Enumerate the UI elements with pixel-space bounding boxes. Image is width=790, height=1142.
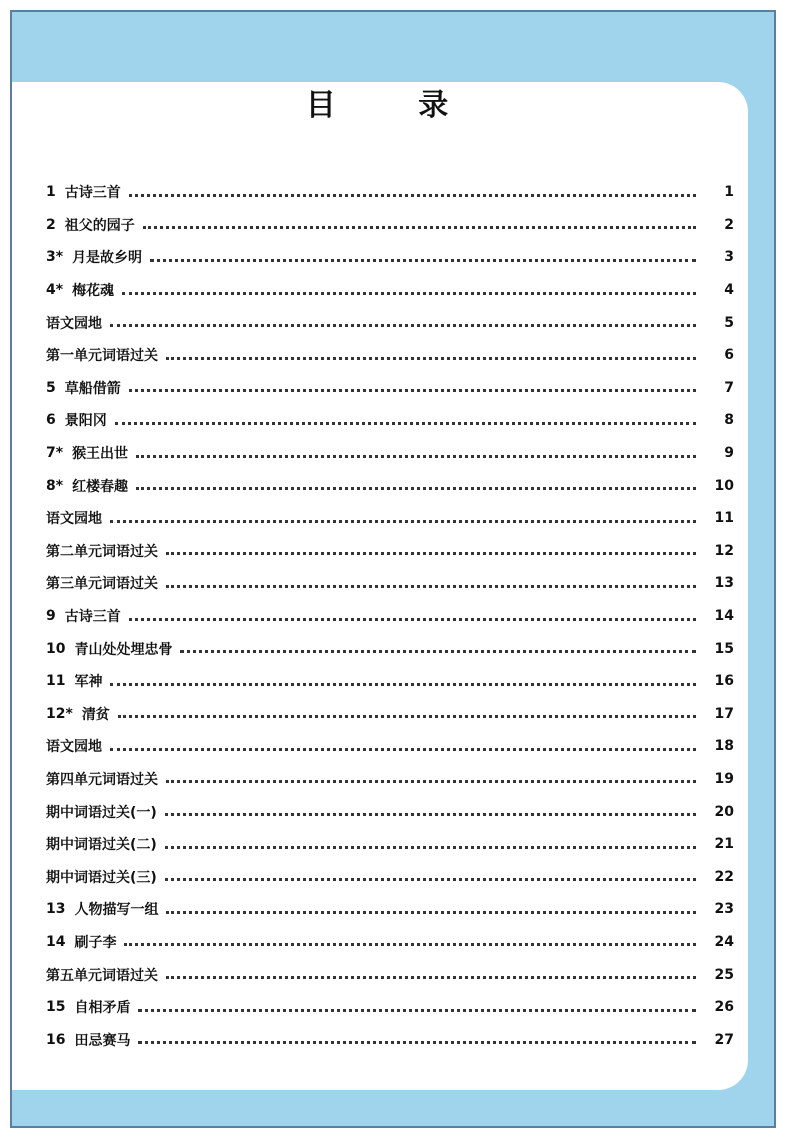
toc-entry-page-number: 22: [714, 868, 734, 885]
toc-entry-label: 第四单元词语过关: [46, 771, 158, 788]
dot-leader: [166, 357, 696, 360]
toc-entry-label: 军神: [74, 674, 103, 691]
dot-leader: [110, 520, 696, 523]
toc-entry[interactable]: [46, 730, 734, 763]
toc-entry-label: 第三单元词语过关: [46, 576, 158, 593]
toc-entry-label: 人物描写一组: [74, 902, 159, 919]
toc-entry-page-number: 1: [724, 184, 734, 201]
toc-entry-page-number: 18: [714, 738, 734, 755]
toc-entry-label: 刷子李: [74, 934, 117, 951]
dot-leader: [136, 487, 696, 490]
table-of-contents: [46, 176, 734, 1056]
toc-entry[interactable]: [46, 698, 734, 731]
toc-entry-page-number: 21: [714, 836, 734, 853]
toc-entry-number: 3*: [46, 249, 64, 266]
toc-entry-label: 期中词语过关(一): [46, 804, 157, 821]
toc-entry[interactable]: [46, 926, 734, 959]
toc-entry-page-number: 8: [724, 412, 734, 429]
dot-leader: [166, 911, 696, 914]
toc-entry-page-number: 25: [714, 966, 734, 983]
toc-entry-page-number: 5: [724, 314, 734, 331]
toc-entry-page-number: 27: [714, 1031, 734, 1048]
toc-entry[interactable]: [46, 404, 734, 437]
dot-leader: [138, 1041, 696, 1044]
toc-entry[interactable]: [46, 600, 734, 633]
toc-entry[interactable]: [46, 665, 734, 698]
dot-leader: [166, 585, 696, 588]
toc-entry-number: 9: [46, 608, 56, 625]
dot-leader: [129, 389, 696, 392]
toc-entry-page-number: 20: [714, 803, 734, 820]
toc-entry-label: 草船借箭: [64, 380, 121, 397]
toc-entry-page-number: 11: [714, 510, 734, 527]
toc-entry-page-number: 17: [714, 705, 734, 722]
dot-leader: [166, 780, 696, 783]
toc-entry[interactable]: [46, 209, 734, 242]
toc-entry-number: 10: [46, 640, 66, 657]
toc-entry-number: 16: [46, 1031, 66, 1048]
toc-entry-label: 古诗三首: [64, 185, 121, 202]
dot-leader: [110, 748, 696, 751]
toc-entry[interactable]: [46, 860, 734, 893]
toc-entry-page-number: 19: [714, 770, 734, 787]
toc-entry-page-number: 24: [714, 933, 734, 950]
toc-entry-label: 红楼春趣: [72, 478, 129, 495]
toc-entry-number: 5: [46, 379, 56, 396]
dot-leader: [110, 683, 696, 686]
toc-entry[interactable]: [46, 502, 734, 535]
toc-entry[interactable]: [46, 469, 734, 502]
dot-leader: [143, 226, 696, 229]
dot-leader: [115, 422, 696, 425]
toc-entry-number: 4*: [46, 282, 64, 299]
toc-entry-label: 第五单元词语过关: [46, 967, 158, 984]
dot-leader: [124, 943, 696, 946]
dot-leader: [166, 976, 696, 979]
toc-entry-label: 语文园地: [46, 739, 102, 756]
toc-entry-label: 月是故乡明: [72, 250, 143, 267]
toc-entry-page-number: 16: [714, 673, 734, 690]
toc-entry[interactable]: [46, 535, 734, 568]
toc-entry-page-number: 9: [724, 445, 734, 462]
toc-entry-label: 语文园地: [46, 315, 102, 332]
toc-entry[interactable]: [46, 763, 734, 796]
toc-entry-page-number: 15: [714, 640, 734, 657]
toc-entry-number: 6: [46, 412, 56, 429]
toc-entry-number: 14: [46, 933, 66, 950]
toc-entry[interactable]: [46, 893, 734, 926]
dot-leader: [138, 1009, 696, 1012]
dot-leader: [129, 194, 696, 197]
toc-entry-page-number: 12: [714, 542, 734, 559]
toc-entry-label: 期中词语过关(二): [46, 837, 157, 854]
toc-entry-number: 8*: [46, 477, 64, 494]
dot-leader: [150, 259, 696, 262]
toc-entry-page-number: 10: [714, 477, 734, 494]
toc-entry-page-number: 26: [714, 999, 734, 1016]
dot-leader: [122, 292, 696, 295]
toc-entry[interactable]: [46, 372, 734, 405]
toc-entry-label: 自相矛盾: [74, 1000, 131, 1017]
toc-entry-page-number: 4: [724, 282, 734, 299]
dot-leader: [110, 324, 696, 327]
toc-entry-number: 1: [46, 184, 56, 201]
toc-entry-page-number: 3: [724, 249, 734, 266]
toc-entry-label: 语文园地: [46, 511, 102, 528]
toc-entry-number: 13: [46, 901, 66, 918]
toc-entry-label: 祖父的园子: [64, 217, 135, 234]
toc-entry-label: 猴王出世: [72, 446, 129, 463]
toc-entry[interactable]: [46, 176, 734, 209]
toc-entry-number: 11: [46, 673, 66, 690]
toc-entry-label: 景阳冈: [64, 413, 107, 430]
toc-entry[interactable]: [46, 795, 734, 828]
toc-entry-page-number: 6: [724, 347, 734, 364]
dot-leader: [180, 650, 696, 653]
dot-leader: [165, 846, 696, 849]
toc-entry-label: 田忌赛马: [74, 1032, 131, 1049]
toc-entry[interactable]: [46, 632, 734, 665]
toc-entry-number: 7*: [46, 445, 64, 462]
toc-entry-number: 2: [46, 216, 56, 233]
toc-entry-page-number: 7: [724, 379, 734, 396]
page-title: 目 录: [305, 88, 485, 123]
dot-leader: [166, 552, 696, 555]
dot-leader: [118, 715, 696, 718]
toc-entry[interactable]: [46, 958, 734, 991]
dot-leader: [165, 878, 696, 881]
toc-entry-label: 第二单元词语过关: [46, 543, 158, 560]
toc-entry[interactable]: [46, 241, 734, 274]
toc-entry-label: 古诗三首: [64, 609, 121, 626]
toc-entry[interactable]: [46, 1023, 734, 1056]
toc-entry[interactable]: [46, 306, 734, 339]
toc-entry-number: 12*: [46, 705, 73, 722]
toc-entry-page-number: 23: [714, 901, 734, 918]
toc-entry[interactable]: [46, 991, 734, 1024]
toc-entry[interactable]: [46, 828, 734, 861]
toc-entry-page-number: 14: [714, 608, 734, 625]
toc-entry-label: 青山处处埋忠骨: [74, 641, 173, 658]
toc-entry-label: 第一单元词语过关: [46, 348, 158, 365]
toc-entry-label: 清贫: [81, 706, 110, 723]
toc-entry[interactable]: [46, 437, 734, 470]
toc-entry-label: 梅花魂: [72, 283, 115, 300]
toc-entry-page-number: 13: [714, 575, 734, 592]
dot-leader: [136, 455, 696, 458]
toc-entry[interactable]: [46, 567, 734, 600]
toc-entry[interactable]: [46, 339, 734, 372]
toc-entry[interactable]: [46, 274, 734, 307]
toc-entry-page-number: 2: [724, 216, 734, 233]
dot-leader: [129, 618, 696, 621]
toc-entry-number: 15: [46, 999, 66, 1016]
dot-leader: [165, 813, 696, 816]
toc-entry-label: 期中词语过关(三): [46, 869, 157, 886]
